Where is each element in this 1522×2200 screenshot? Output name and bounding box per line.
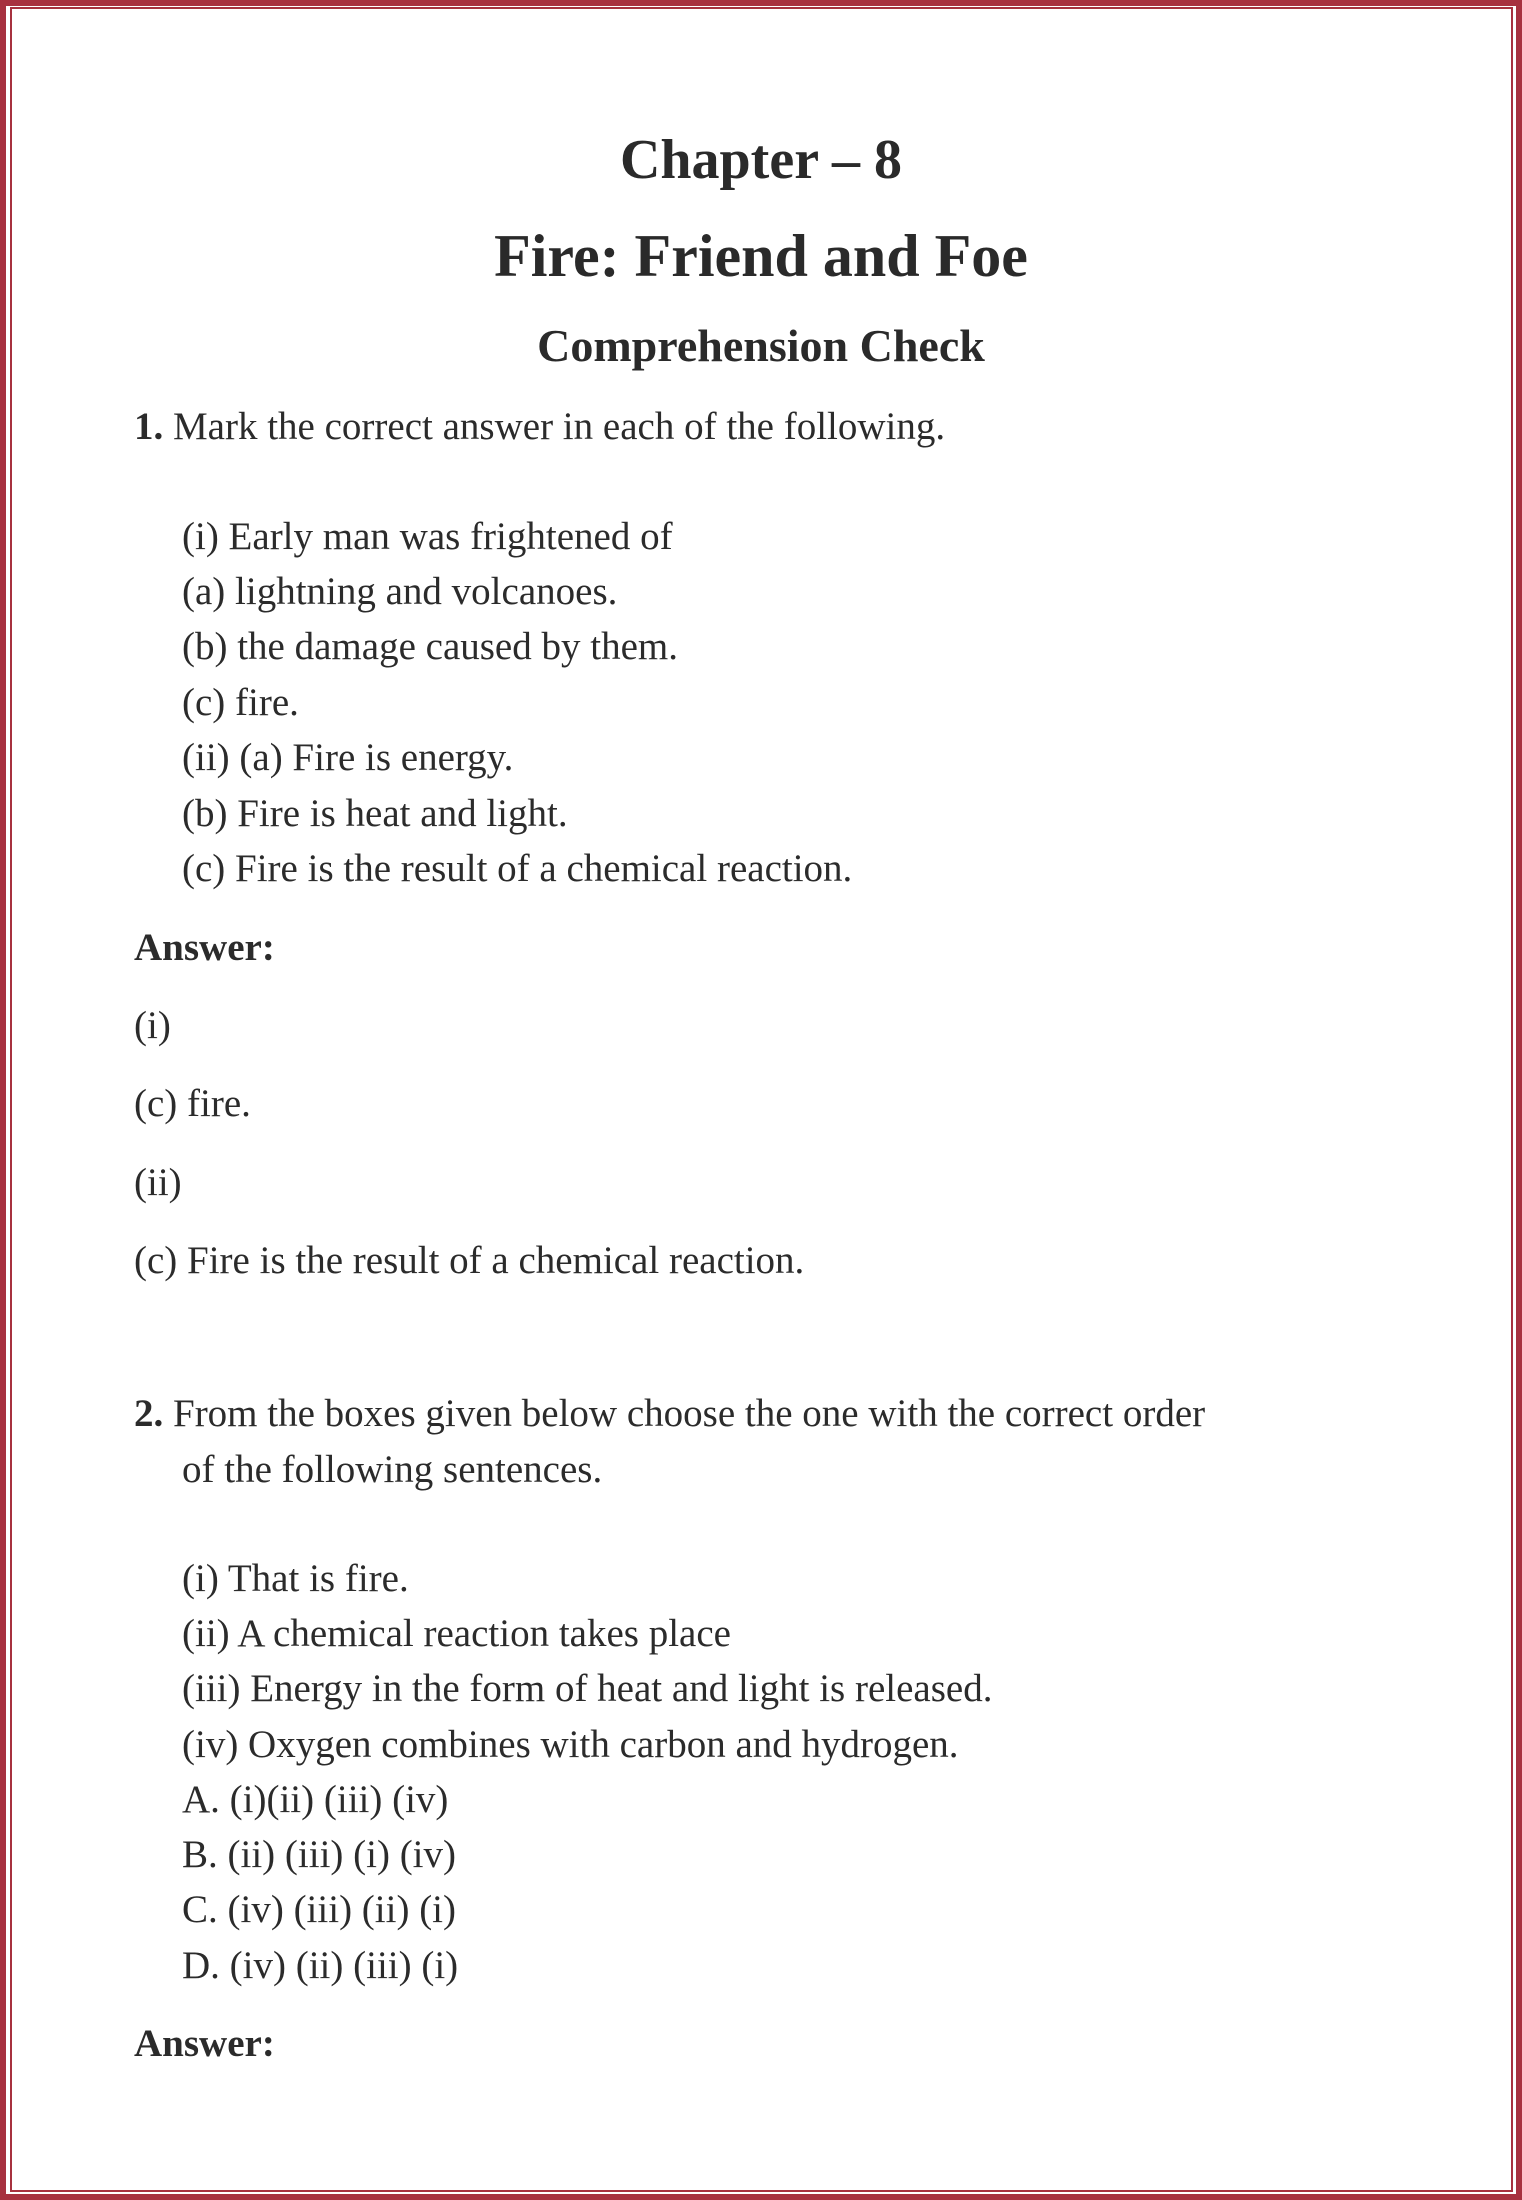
chapter-title: Fire: Friend and Foe: [494, 223, 1028, 289]
answer-label: Answer:: [134, 2022, 275, 2065]
question-1-item: (c) Fire is the result of a chemical reaction.: [182, 847, 853, 890]
sentence-item: (i) That is fire.: [182, 1557, 409, 1600]
chapter-heading: Chapter – 8: [619, 129, 903, 191]
question-1-item: (i) Early man was frightened of: [182, 515, 673, 558]
question-prompt: From the boxes given below choose the one with the correct order: [173, 1392, 1206, 1435]
section-subtitle: Comprehension Check: [537, 320, 985, 371]
option-b: B. (ii) (iii) (i) (iv): [182, 1833, 457, 1876]
question-1-item: (b) Fire is heat and light.: [182, 792, 568, 835]
question-prompt-continued: of the following sentences.: [182, 1448, 603, 1491]
option-d: D. (iv) (ii) (iii) (i): [182, 1944, 459, 1987]
question-1-item: (b) the damage caused by them.: [182, 625, 678, 668]
question-1-item: (a) lightning and volcanoes.: [182, 570, 618, 613]
answer-line: (c) fire.: [134, 1082, 251, 1125]
question-number: 1.: [134, 405, 164, 448]
option-c: C. (iv) (iii) (ii) (i): [182, 1888, 457, 1931]
sentence-item: (iii) Energy in the form of heat and light is released.: [182, 1667, 993, 1710]
answer-line: (ii): [134, 1161, 182, 1204]
question-prompt: Mark the correct answer in each of the following.: [173, 405, 946, 448]
question-1-item: (ii) (a) Fire is energy.: [182, 736, 514, 779]
question-1-item: (c) fire.: [182, 681, 299, 724]
sentence-item: (ii) A chemical reaction takes place: [182, 1612, 731, 1655]
question-number: 2.: [134, 1392, 164, 1435]
answer-line: (c) Fire is the result of a chemical reaction.: [134, 1239, 805, 1282]
question-1: [134, 403, 945, 451]
option-a: A. (i)(ii) (iii) (iv): [182, 1778, 449, 1821]
answer-label: Answer:: [134, 926, 275, 969]
answer-line: (i): [134, 1004, 171, 1047]
question-2: [134, 1390, 1205, 1438]
sentence-item: (iv) Oxygen combines with carbon and hydrogen.: [182, 1723, 959, 1766]
